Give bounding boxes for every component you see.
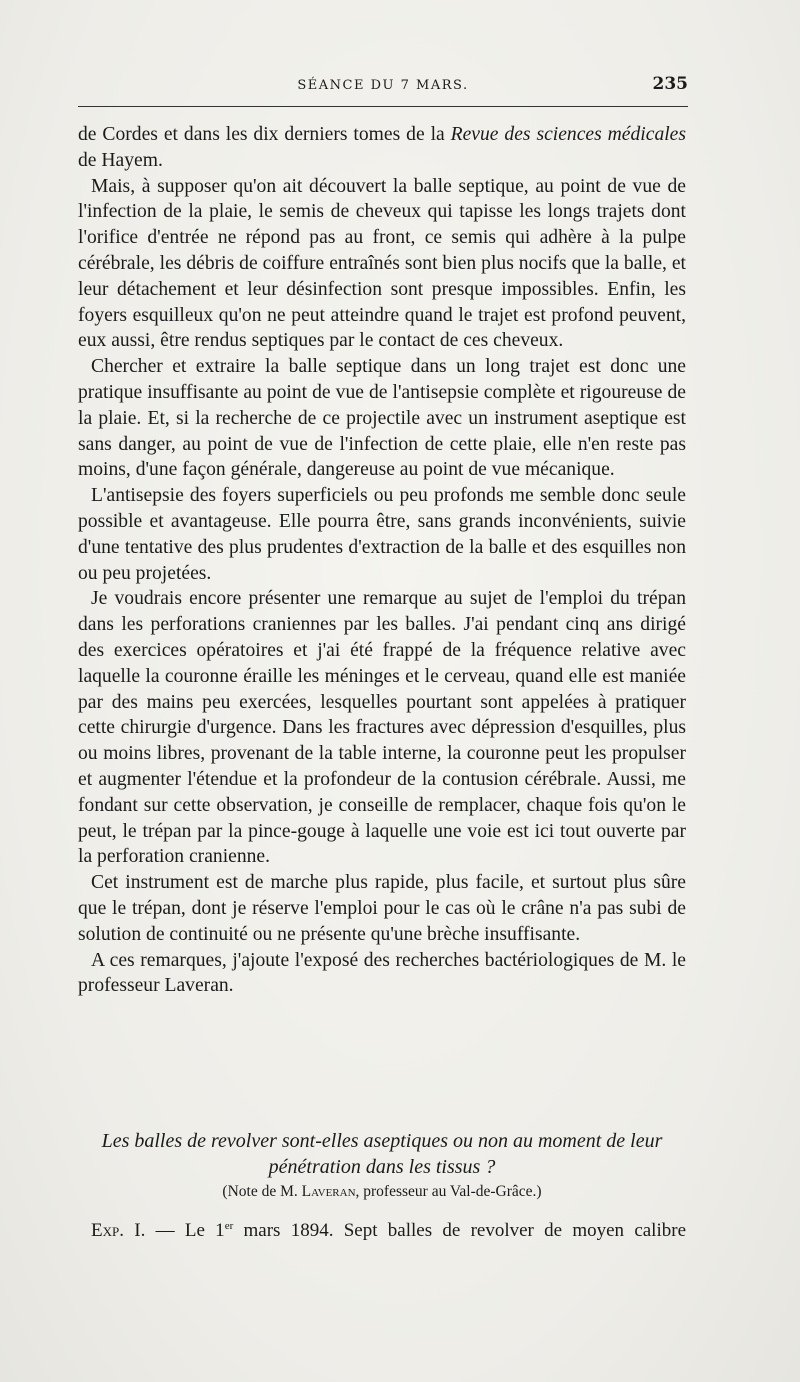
paragraph — [78, 122, 686, 174]
paragraph: Chercher et extraire la balle septique dans un long trajet est donc une pratique insuffisante au point de vue de l'antisepsie complète et rigoureuse de la plaie. Et, si la recherche de ce projectile avec un instrument aseptique est sans danger, au point de vue de l'infection de cette plaie, elle n'en reste pas moins, d'une façon générale, dangereuse au point de vue mécanique. — [78, 356, 686, 481]
ordinal-superscript: er — [224, 1220, 234, 1232]
paragraph: Je voudrais encore présenter une remarque au sujet de l'emploi du trépan dans les perforations craniennes par les balles. J'ai pendant cinq ans dirigé des exercices opératoires et j'ai été frappé de la fréquence relative avec laquelle la couronne éraille les méninges et le cerveau, quand elle est maniée par des mains peu exercées, lesquelles pourtant sont appelées à pratiquer cette chirurgie d'urgence. Dans les fractures avec dépression d'esquilles, plus ou moins libres, provenant de la table interne, la couronne peut les propulser et augmenter l'étendue et la profondeur de la contusion cérébrale. Aussi, me fondant sur cette observation, je conseille de remplacer, chaque fois qu'on le peut, le trépan par la pince-gouge à laquelle une voie est ici tout ouverte par la perforation cranienne. — [78, 588, 686, 868]
paragraph: Mais, à supposer qu'on ait découvert la balle septique, au point de vue de l'infection de la plaie, le semis de cheveux qui tapisse les longs trajets dont l'orifice d'entrée ne répond pas au front, ce semis qui adhère à la pulpe cérébrale, les débris de coiffure entraînés sont bien plus nocifs que la balle, et leur détachement et leur désinfection sont presque impossibles. Enfin, les foyers esquilleux qu'on ne peut atteindre quand le trajet est profond peuvent, eux aussi, être rendus septiques par le contact de ces cheveux. — [78, 175, 686, 352]
paragraph: A ces remarques, j'ajoute l'exposé des recherches bactériologiques de M. le professeur Laveran. — [78, 949, 686, 997]
header-rule — [78, 106, 688, 107]
page-header — [78, 74, 688, 100]
paragraph: L'antisepsie des foyers superficiels ou peu profonds me semble donc seule possible et avantageuse. Elle pourra être, sans grands inconvénients, suivie d'une tentative des plus prudentes d'extraction de la balle et des esquilles non ou peu projetées. — [78, 485, 686, 584]
page-number: 235 — [652, 74, 688, 94]
note-text: , professeur au Val-de-Grâce.) — [355, 1183, 542, 1200]
paragraph-text: de Cordes et dans les dix derniers tomes de la — [78, 124, 451, 145]
author-note — [78, 1183, 686, 1201]
body-text — [78, 122, 686, 999]
paragraph-text: de Hayem. — [78, 149, 163, 171]
note-text: (Note de M. — [222, 1183, 302, 1200]
experiment-text: mars 1894. Sept balles de revolver de moyen calibre — [233, 1220, 686, 1241]
experiment-line — [78, 1220, 686, 1242]
paragraph: Cet instrument est de marche plus rapide, plus facile, et surtout plus sûre que le trépan, dont je réserve l'emploi pour le cas où le crâne n'a pas subi de solution de continuité ou ne présente qu'une brèche insuffisante. — [78, 872, 686, 945]
journal-title: Revue des sciences médicales — [450, 124, 687, 145]
experiment-label: Exp — [91, 1220, 120, 1241]
author-name: Laveran — [301, 1183, 356, 1200]
experiment-text: . I. — Le 1 — [119, 1220, 225, 1241]
section-title: Les balles de revolver sont-elles aseptiques ou non au moment de leur pénétration dans les tissus ? — [101, 1130, 663, 1178]
running-head: SÉANCE DU 7 MARS. — [297, 78, 469, 93]
